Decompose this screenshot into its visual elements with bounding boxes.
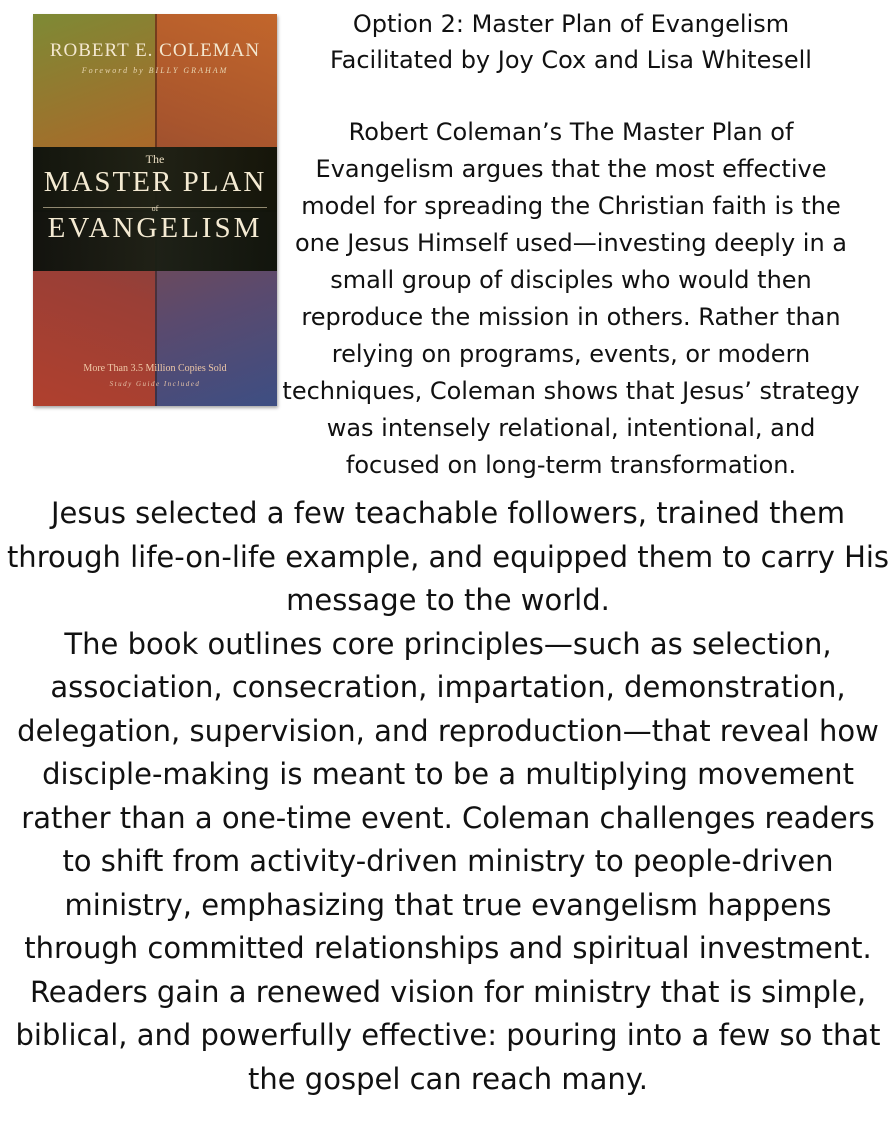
option-title: Option 2: Master Plan of Evangelism — [352, 10, 790, 38]
cover-author: ROBERT E. COLEMAN — [49, 40, 261, 61]
cover-title-the: The — [145, 152, 165, 166]
facilitators-line: Facilitated by Joy Cox and Lisa Whitesell — [330, 46, 812, 74]
intro-paragraph: Robert Coleman’s The Master Plan of Evangelism argues that the most effective model for spreading the Christian faith is the one Jesus Himself used—investing deeply in a small group of disciples who would then reproduce the mission in others. Rather than relying on programs, events, or modern techniques, Coleman shows that Jesus’ strategy was intensely relational, intentional, and focused on long-term transformation. — [282, 118, 860, 479]
cover-copies-sold: More Than 3.5 Million Copies Sold — [83, 363, 227, 374]
cover-foreword: Foreword by BILLY GRAHAM — [81, 66, 229, 75]
cover-title-line2: EVANGELISM — [47, 212, 263, 244]
cover-study-guide: Study Guide Included — [109, 380, 201, 388]
cover-title-of: of — [151, 204, 159, 213]
body-paragraph-2: The book outlines core principles—such as selection, association, consecration, impartation, demonstration, delegation, supervision, and reproduction—that reveal how disciple-making is meant to be a multiplying movement rather than a one-time event. Coleman challenges readers to shift from activity-driven ministry to people-driven ministry, emphasizing that true evangelism happens through committed relationships and spiritual investment. Readers gain a renewed vision for ministry that is simple, biblical, and powerfully effective: pouring into a few so that the gospel can reach many. — [15, 626, 881, 1096]
book-cover-image — [33, 14, 277, 406]
body-paragraph-1: Jesus selected a few teachable followers, trained them through life-on-life example, and equipped them to carry His message to the world. — [6, 496, 890, 617]
cover-title-line1: MASTER PLAN — [43, 166, 267, 198]
